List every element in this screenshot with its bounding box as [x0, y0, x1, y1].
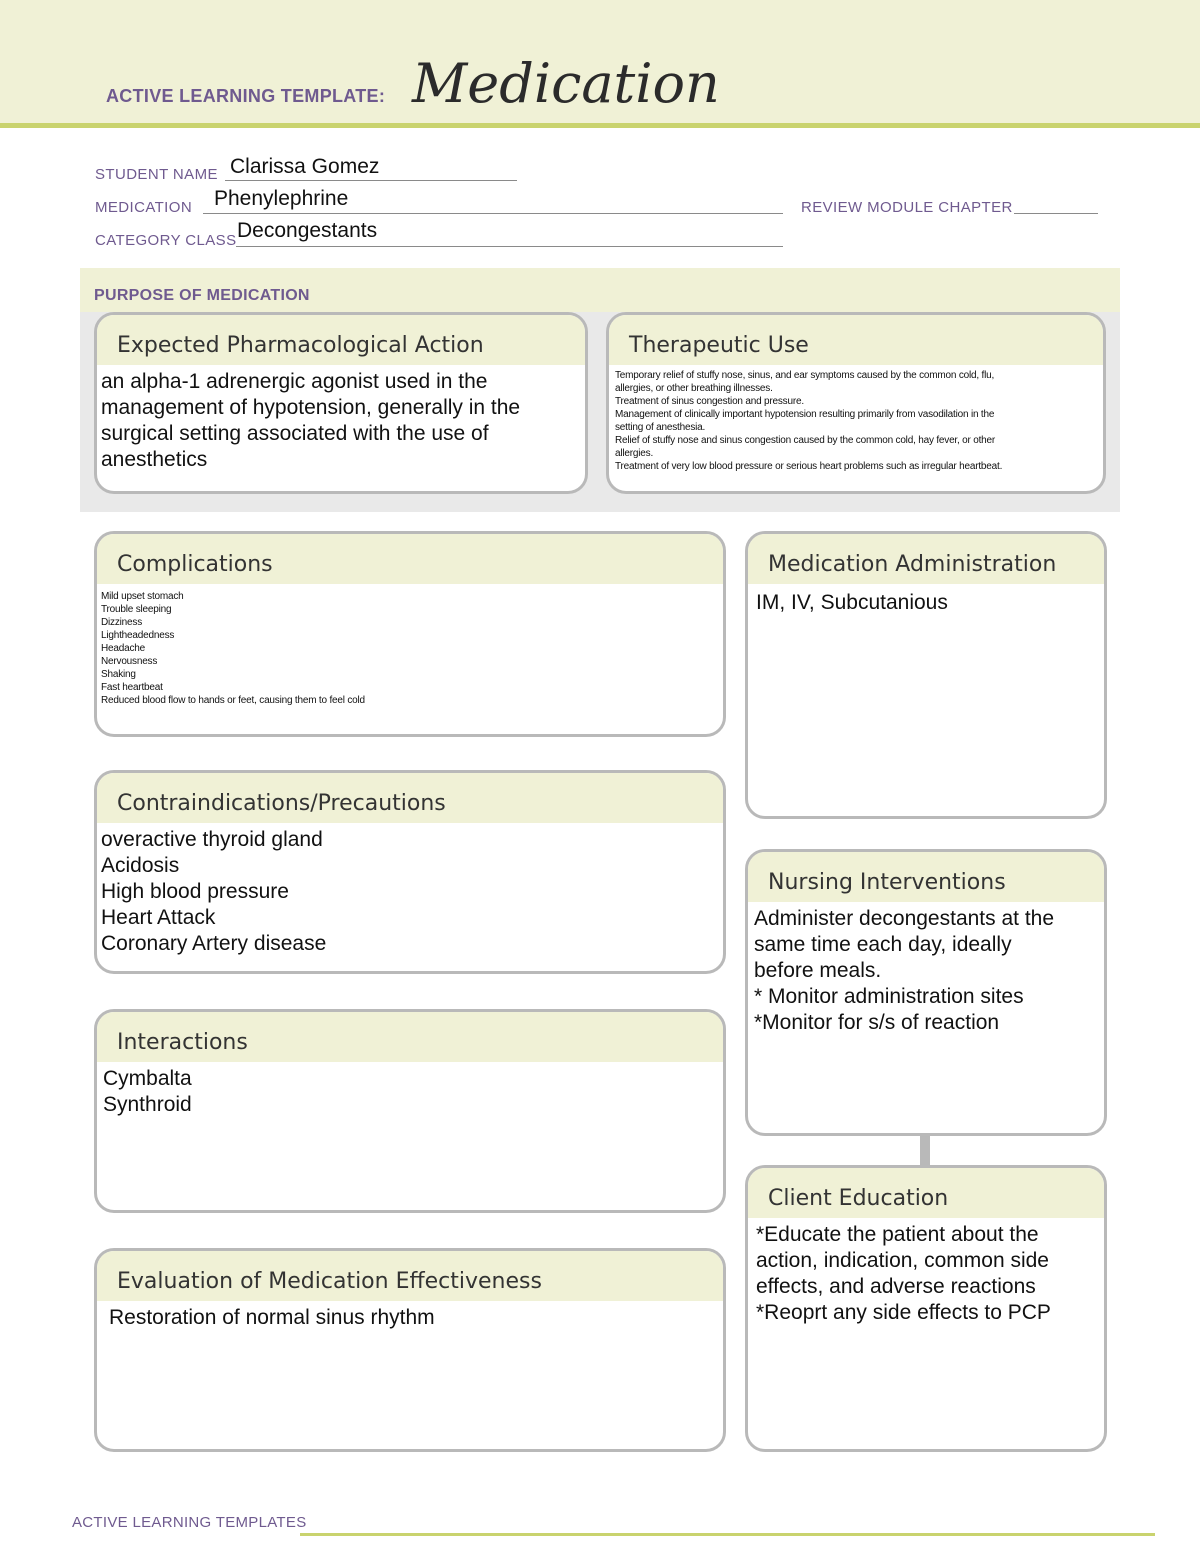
therapeutic-use-text[interactable]: Temporary relief of stuffy nose, sinus, and ear symptoms caused by the common cold, flu, allergies, or other breathing illnesses. Treatment of sinus congestion and pressure. Management of clinically important hypotension resulting primarily from vasodilation in the setting of anesthesia. Relief of stuffy nose and sinus congestion caused by the common cold, hay fever, or other allergies. Treatment of very low blood pressure or serious heart problems such as irregular heartbeat. [615, 370, 1003, 472]
student-name-line [225, 180, 517, 181]
evaluation-heading: Evaluation of Medication Effectiveness [97, 1251, 723, 1301]
expected-action-text[interactable]: an alpha-1 adrenergic agonist used in the management of hypotension, generally in the surgical setting associated with the use of anesthetics [101, 370, 521, 471]
medication-administration-card [745, 531, 1107, 819]
nursing-interventions-heading: Nursing Interventions [748, 852, 1104, 902]
footer-rule [300, 1533, 1155, 1536]
interactions-text[interactable]: Cymbalta Synthroid [103, 1067, 192, 1116]
expected-action-card [94, 312, 588, 494]
expected-action-heading: Expected Pharmacological Action [97, 315, 585, 365]
student-name-label: STUDENT NAME [95, 166, 218, 183]
contraindications-text[interactable]: overactive thyroid gland Acidosis High blood pressure Heart Attack Coronary Artery disease [101, 828, 327, 955]
medication-value[interactable]: Phenylephrine [214, 187, 349, 210]
category-class-value[interactable]: Decongestants [237, 219, 378, 242]
medication-administration-text[interactable]: IM, IV, Subcutanious [756, 591, 948, 614]
medication-line [203, 213, 783, 214]
review-module-label: REVIEW MODULE CHAPTER [801, 199, 1013, 216]
card-connector [920, 1133, 930, 1167]
evaluation-card [94, 1248, 726, 1452]
student-name-value[interactable]: Clarissa Gomez [230, 155, 380, 178]
review-module-line[interactable] [1014, 213, 1098, 214]
interactions-card [94, 1009, 726, 1213]
purpose-title: PURPOSE OF MEDICATION [94, 287, 310, 304]
medication-administration-heading: Medication Administration [748, 534, 1104, 584]
contraindications-card [94, 770, 726, 974]
client-education-card [745, 1165, 1107, 1452]
therapeutic-use-heading: Therapeutic Use [609, 315, 1103, 365]
template-label: ACTIVE LEARNING TEMPLATE: [106, 86, 386, 106]
therapeutic-use-card [606, 312, 1106, 494]
client-education-text[interactable]: *Educate the patient about the action, indication, common side effects, and adverse reactions *Reoprt any side effects to PCP [756, 1223, 1051, 1324]
footer-label: ACTIVE LEARNING TEMPLATES [72, 1514, 307, 1531]
evaluation-text[interactable]: Restoration of normal sinus rhythm [109, 1306, 435, 1329]
interactions-heading: Interactions [97, 1012, 723, 1062]
client-education-heading: Client Education [748, 1168, 1104, 1218]
complications-heading: Complications [97, 534, 723, 584]
medication-label: MEDICATION [95, 199, 193, 216]
contraindications-heading: Contraindications/Precautions [97, 773, 723, 823]
nursing-interventions-text[interactable]: Administer decongestants at the same time each day, ideally before meals. * Monitor administration sites *Monitor for s/s of reaction [754, 907, 1055, 1034]
header-rule [0, 123, 1200, 128]
complications-text[interactable]: Mild upset stomach Trouble sleeping Dizziness Lightheadedness Headache Nervousness Shaking Fast heartbeat Reduced blood flow to hands or feet, causing them to feel cold [101, 591, 365, 706]
category-class-line [236, 246, 783, 247]
category-class-label: CATEGORY CLASS [95, 232, 237, 249]
complications-card [94, 531, 726, 737]
page-title: Medication [412, 52, 720, 115]
nursing-interventions-card [745, 849, 1107, 1136]
